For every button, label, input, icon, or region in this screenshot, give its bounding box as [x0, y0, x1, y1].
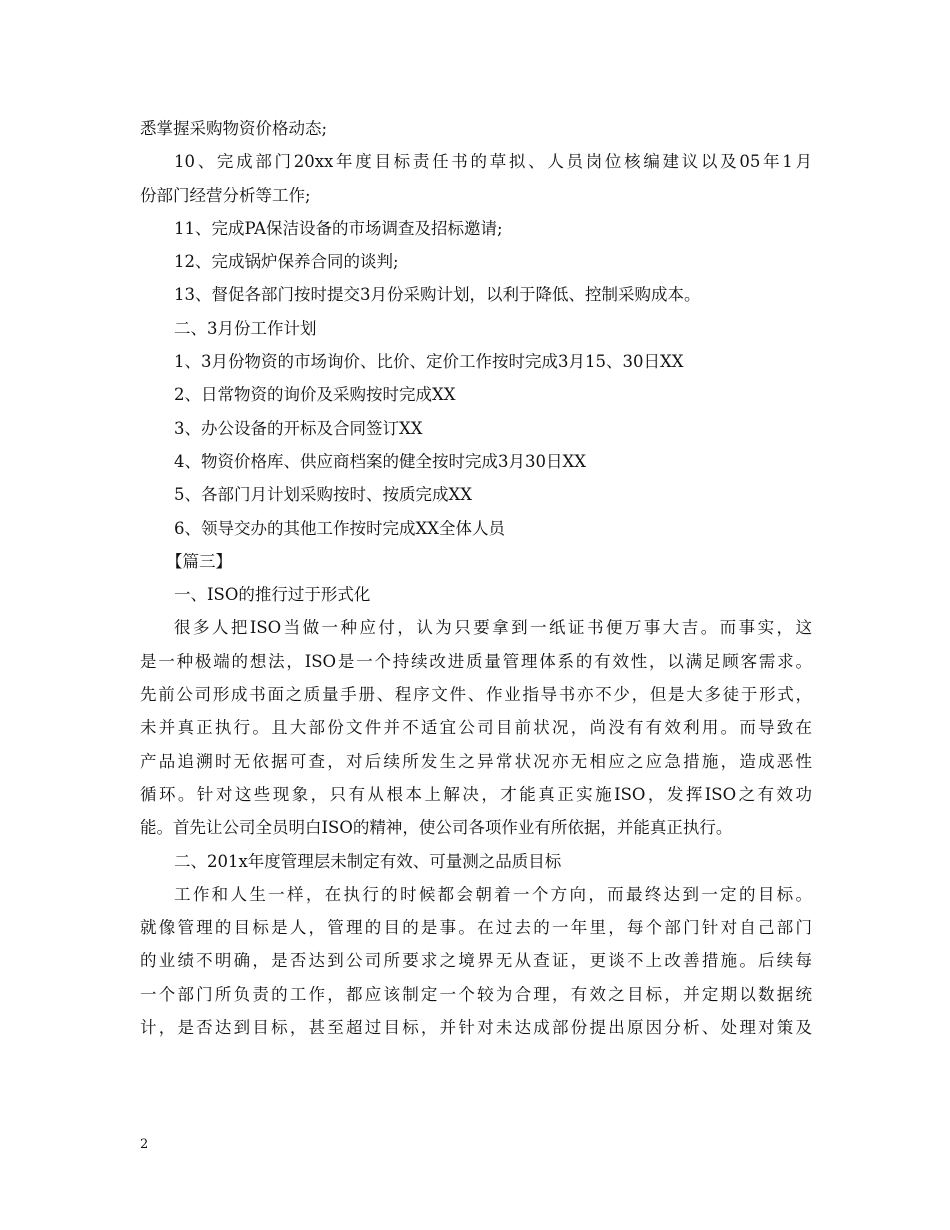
- text-line: 悉掌握采购物资价格动态;: [140, 119, 328, 138]
- text-line: 2、日常物资的询价及采购按时完成XX: [174, 385, 456, 405]
- text-line: 3、办公设备的开标及合同签订XX: [174, 418, 423, 438]
- text-line: 6、领导交办的其他工作按时完成XX全体人员: [174, 518, 505, 538]
- text-line: 产品追溯时无依据可查，对后续所发生之异常状况亦无相应之应急措施，造成恶性: [140, 751, 812, 771]
- text-line: 未并真正执行。且大部份文件并不适宜公司目前状况，尚没有有效利用。而导致在: [140, 718, 812, 738]
- section-heading: 一、ISO的推行过于形式化: [174, 585, 371, 605]
- text-line: 份部门经营分析等工作;: [140, 185, 311, 205]
- section-heading: 二、201x年度管理层未制定有效、可量测之品质目标: [174, 851, 562, 871]
- document-body: [140, 112, 812, 1044]
- text-line: 1、3月份物资的市场询价、比价、定价工作按时完成3月15、30日XX: [174, 352, 684, 372]
- text-line: 循环。针对这些现象，只有从根本上解决，才能真正实施ISO，发挥ISO之有效功: [140, 784, 812, 804]
- text-line: 很多人把ISO当做一种应付，认为只要拿到一纸证书便万事大吉。而事实，这: [174, 618, 812, 638]
- text-line: 一个部门所负责的工作，都应该制定一个较为合理，有效之目标，并定期以数据统: [140, 984, 812, 1004]
- text-line: 5、各部门月计划采购按时、按质完成XX: [174, 485, 472, 505]
- text-line: 10、完成部门20xx年度目标责任书的草拟、人员岗位核编建议以及05年1月: [174, 152, 812, 172]
- text-line: 11、完成PA保洁设备的市场调查及招标邀请;: [174, 218, 503, 238]
- text-line: 能。首先让公司全员明白ISO的精神，使公司各项作业有所依据，并能真正执行。: [140, 818, 733, 838]
- text-line: 是一种极端的想法，ISO是一个持续改进质量管理体系的有效性，以满足顾客需求。: [140, 651, 812, 671]
- text-line: 4、物资价格库、供应商档案的健全按时完成3月30日XX: [174, 451, 586, 471]
- text-line: 工作和人生一样，在执行的时候都会朝着一个方向，而最终达到一定的目标。: [174, 884, 812, 904]
- text-line: 计，是否达到目标，甚至超过目标，并针对未达成部份提出原因分析、处理对策及: [140, 1018, 812, 1038]
- text-line: 12、完成锅炉保养合同的谈判;: [174, 252, 399, 272]
- text-line: 就像管理的目标是人，管理的目的是事。在过去的一年里，每个部门针对自己部门: [140, 918, 812, 938]
- text-line: 的业绩不明确，是否达到公司所要求之境界无从查证，更谈不上改善措施。后续每: [140, 951, 812, 971]
- section-heading: 二、3月份工作计划: [174, 318, 317, 338]
- chapter-heading: 【篇三】: [166, 551, 232, 571]
- page-number: 2: [140, 1137, 149, 1152]
- text-line: 先前公司形成书面之质量手册、程序文件、作业指导书亦不少，但是大多徒于形式，: [140, 685, 812, 705]
- text-line: 13、督促各部门按时提交3月份采购计划，以利于降低、控制采购成本。: [174, 285, 701, 305]
